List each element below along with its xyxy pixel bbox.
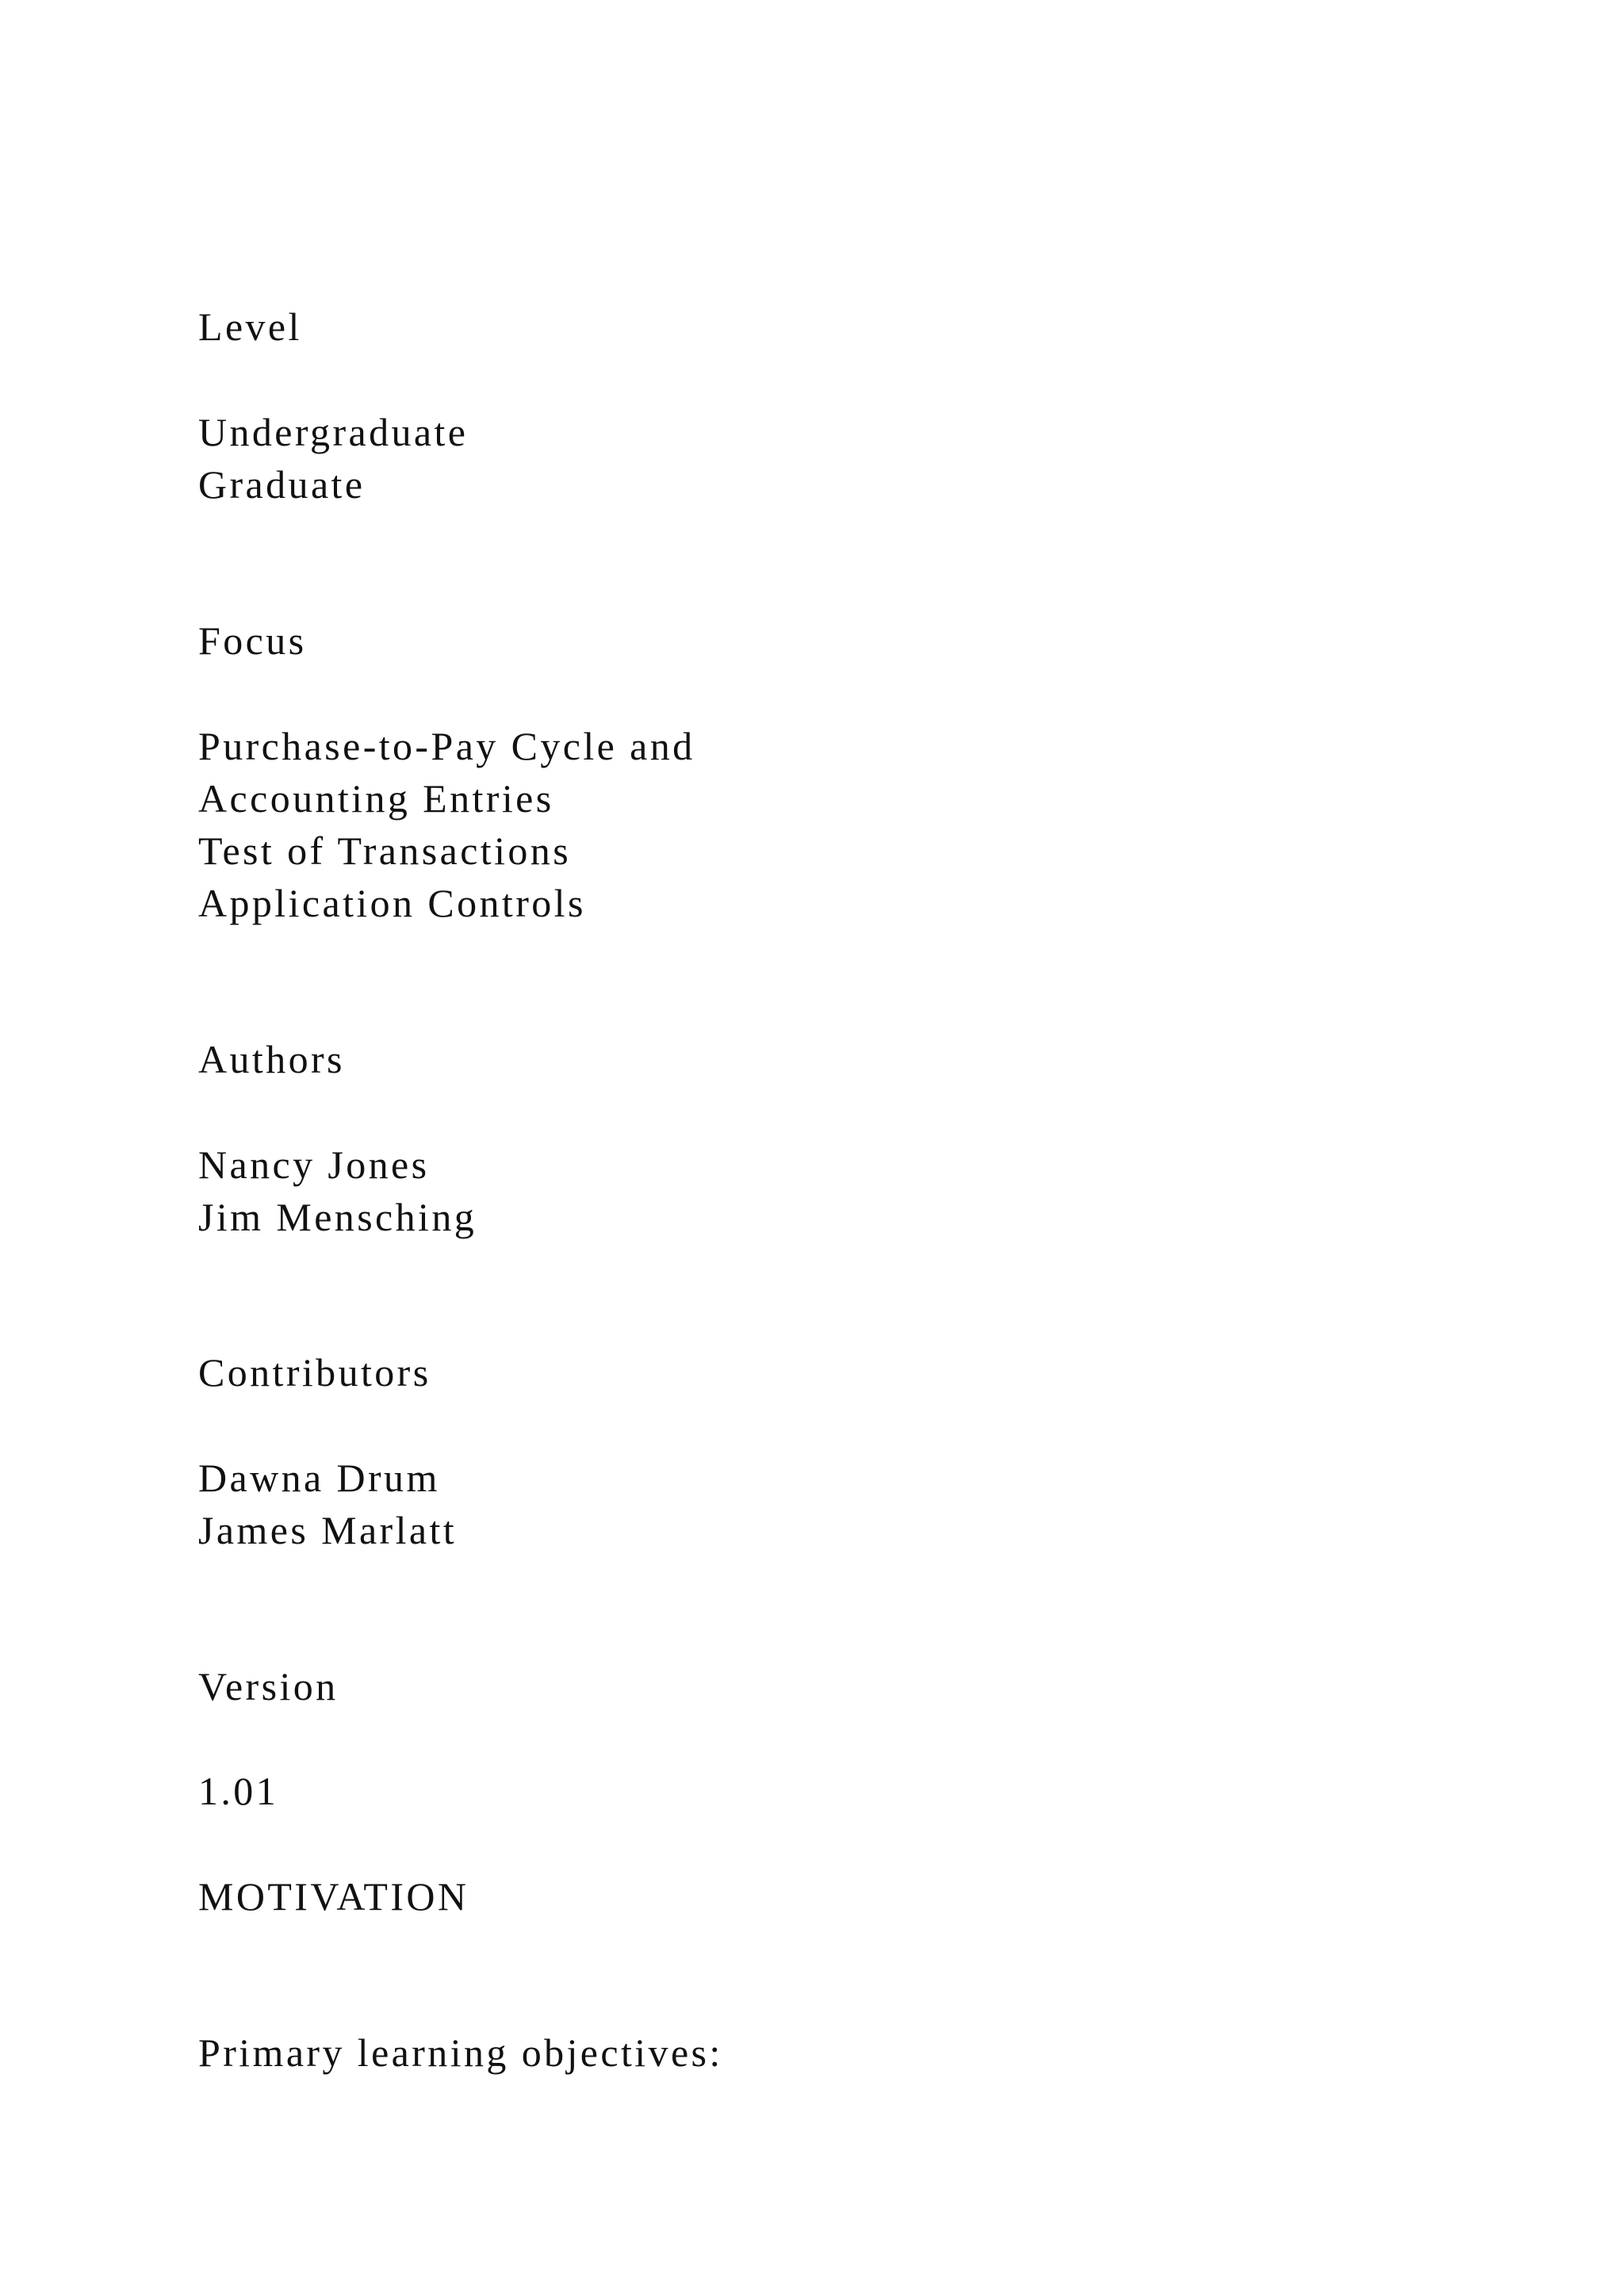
focus-heading: Focus xyxy=(198,618,307,663)
author-jim-mensching: Jim Mensching xyxy=(198,1195,477,1239)
contributors-heading: Contributors xyxy=(198,1350,431,1395)
level-item-graduate: Graduate xyxy=(198,462,366,507)
version-value: 1.01 xyxy=(198,1769,279,1813)
motivation-heading: MOTIVATION xyxy=(198,1874,469,1919)
authors-heading: Authors xyxy=(198,1037,345,1081)
contributor-dawna-drum: Dawna Drum xyxy=(198,1456,440,1500)
focus-item-application-controls: Application Controls xyxy=(198,881,586,925)
version-heading: Version xyxy=(198,1664,339,1709)
author-nancy-jones: Nancy Jones xyxy=(198,1142,430,1187)
primary-objectives-label: Primary learning objectives: xyxy=(198,2030,723,2075)
level-heading: Level xyxy=(198,304,302,349)
contributor-james-marlatt: James Marlatt xyxy=(198,1508,458,1552)
level-item-undergraduate: Undergraduate xyxy=(198,410,469,454)
focus-item-purchase-to-pay: Purchase-to-Pay Cycle and xyxy=(198,724,695,768)
focus-item-test-of-transactions: Test of Transactions xyxy=(198,828,572,873)
focus-item-accounting-entries: Accounting Entries xyxy=(198,776,554,821)
